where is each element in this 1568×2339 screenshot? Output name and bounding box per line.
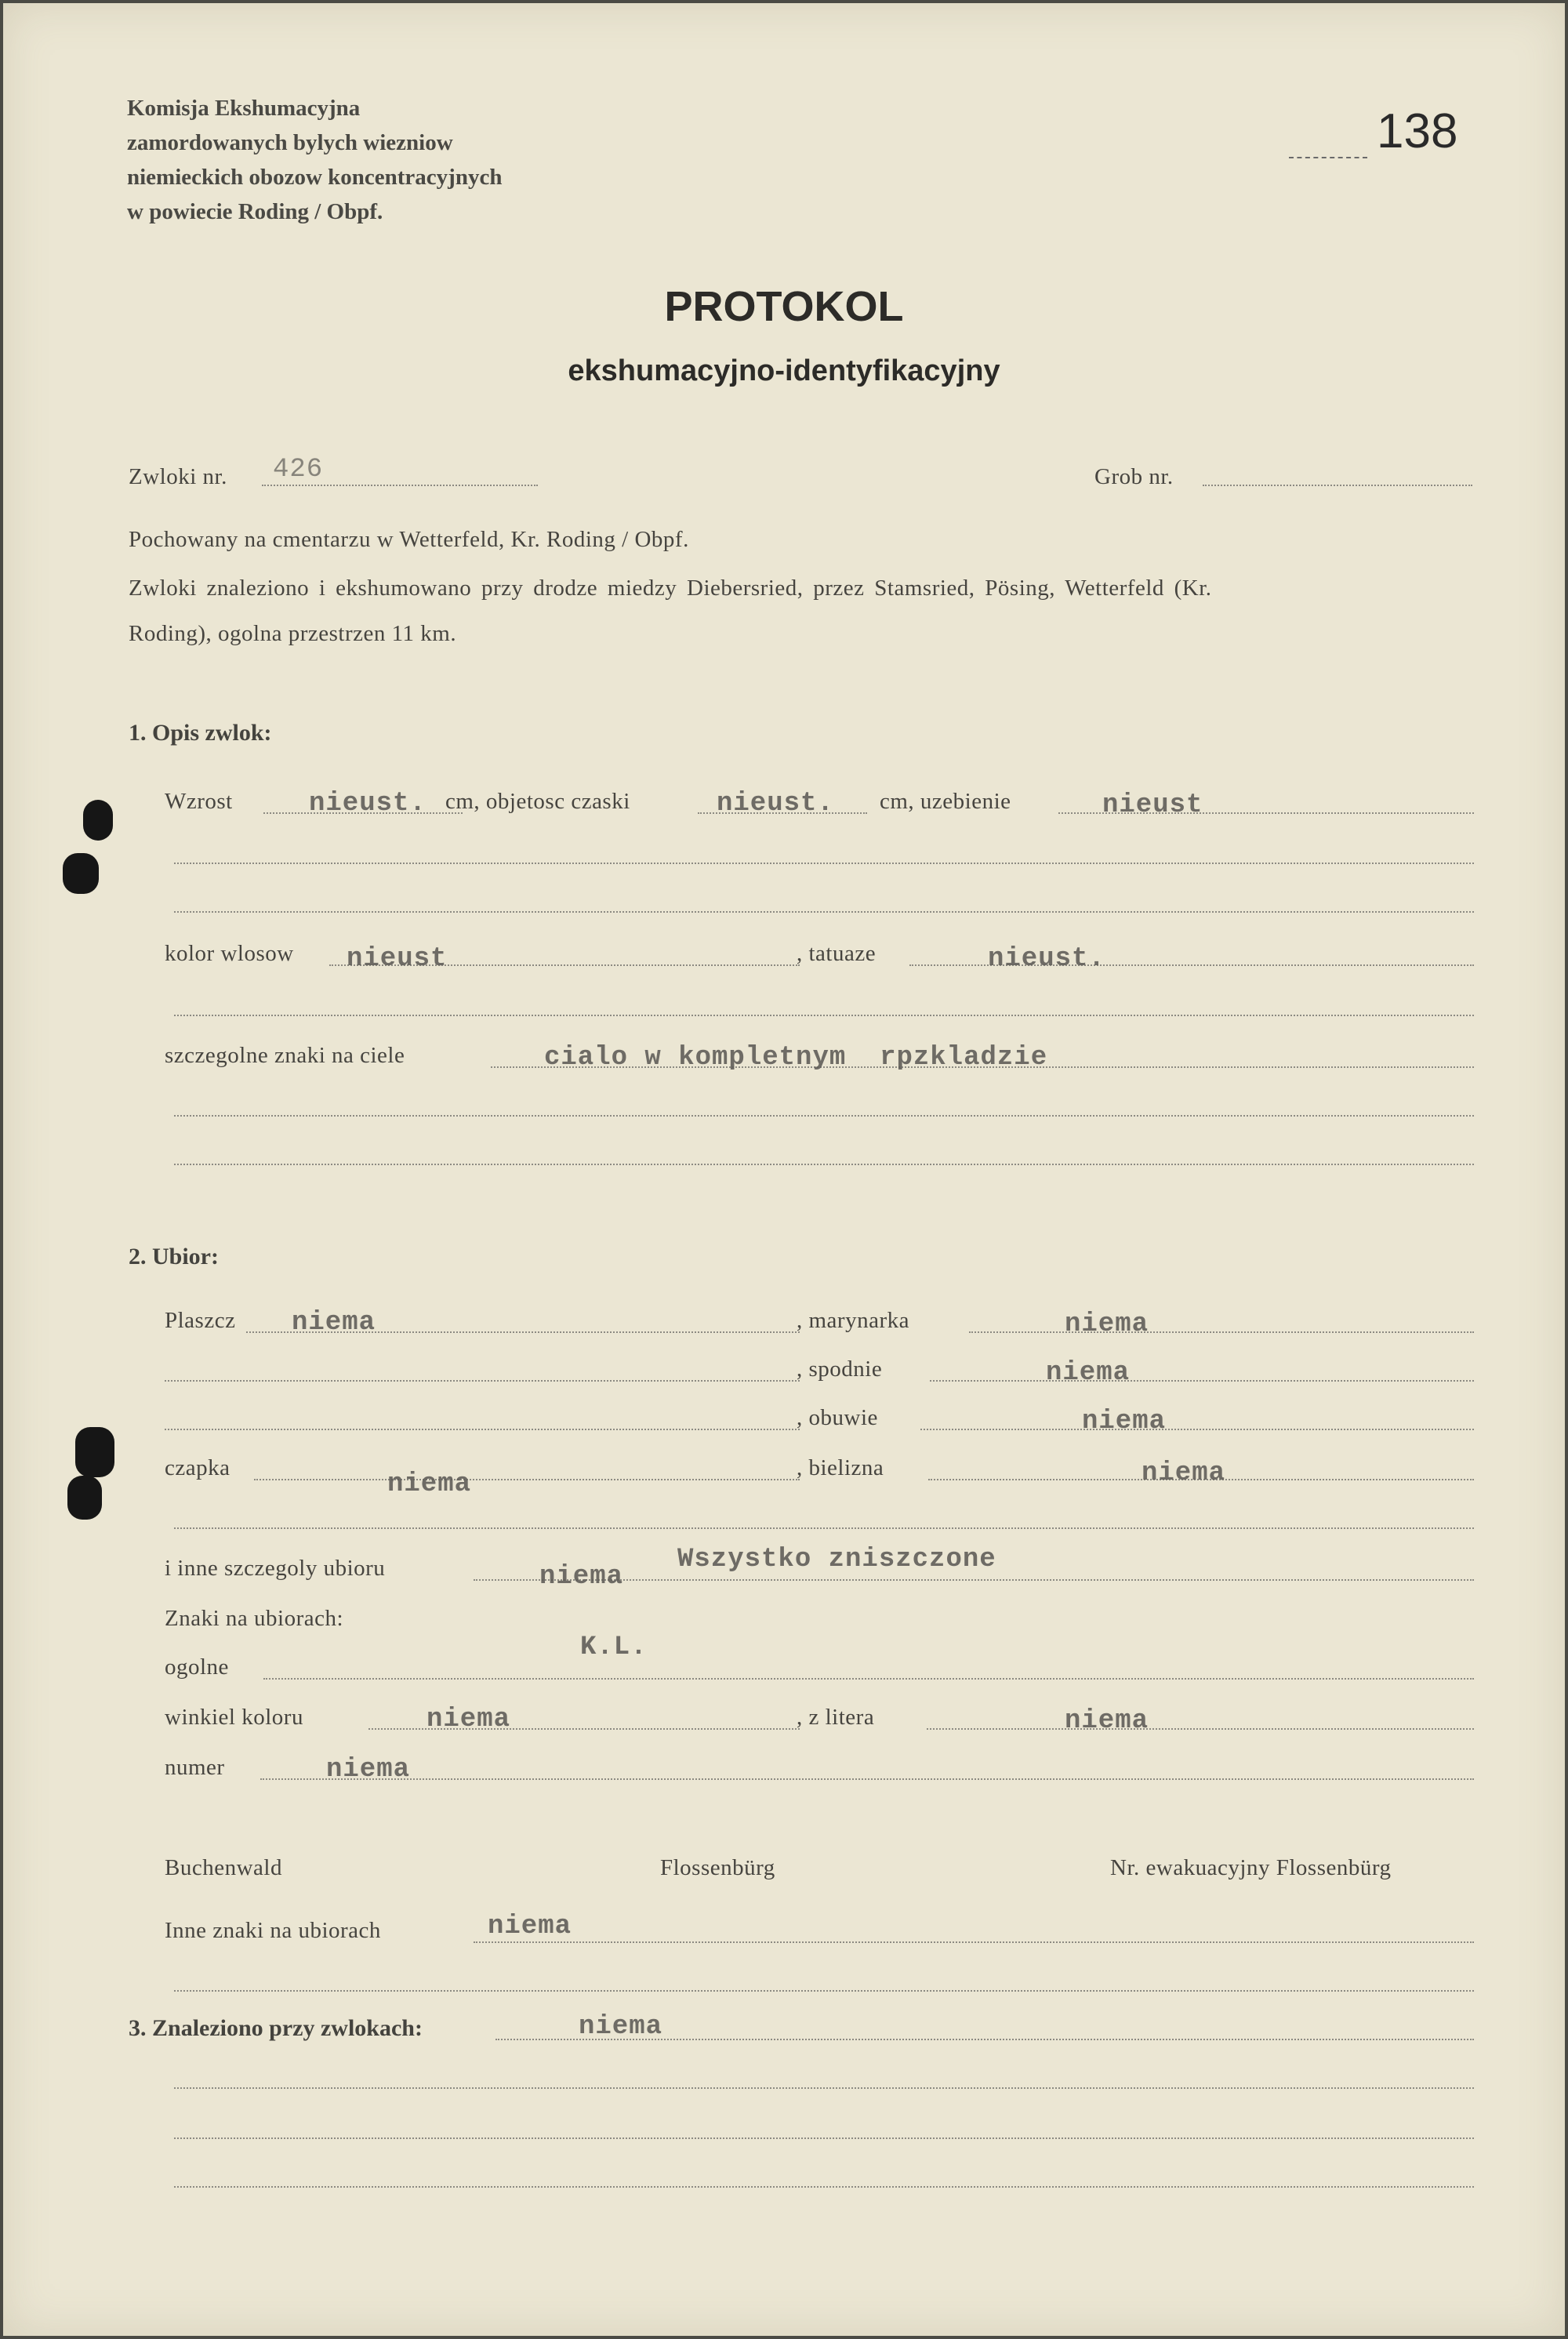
marynarka-label: , marynarka — [797, 1308, 909, 1333]
blank-line-3b — [174, 2137, 1474, 2139]
blank-line-1c — [174, 1015, 1474, 1016]
section-2-heading: 2. Ubior: — [129, 1244, 219, 1269]
section-3-heading: 3. Znaleziono przy zwlokach: — [129, 2015, 423, 2041]
section-3-value: niema — [579, 2012, 663, 2042]
header-line-2: zamordowanych bylych wiezniow — [127, 130, 453, 155]
numer-label: numer — [165, 1755, 225, 1780]
blank-line-1a — [174, 863, 1474, 864]
znaki-ciele-label: szczegolne znaki na ciele — [165, 1043, 405, 1068]
ogolne-line — [263, 1678, 1474, 1680]
inne-szczegoly-line — [474, 1579, 1474, 1581]
kolor-value: nieust — [347, 944, 448, 974]
wzrost-value: nieust. — [309, 789, 426, 819]
punch-hole-4 — [67, 1476, 102, 1520]
kolor-label: kolor wlosow — [165, 941, 294, 966]
blank-line-3a — [174, 2087, 1474, 2089]
litera-line — [927, 1728, 1474, 1730]
ewakuacyjny-label: Nr. ewakuacyjny Flossenbürg — [1110, 1855, 1392, 1880]
grob-label: Grob nr. — [1094, 464, 1174, 489]
flossenburg-label: Flossenbürg — [660, 1855, 775, 1880]
numer-value: niema — [326, 1755, 411, 1785]
page-subtitle: ekshumacyjno-identyfikacyjny — [568, 354, 1000, 387]
commission-header — [127, 91, 502, 229]
bielizna-label: , bielizna — [797, 1455, 884, 1480]
buchenwald-label: Buchenwald — [165, 1855, 282, 1880]
litera-label: , z litera — [797, 1705, 875, 1730]
obuwie-value: niema — [1082, 1407, 1167, 1436]
marynarka-line — [969, 1331, 1474, 1333]
inne-znaki-label: Inne znaki na ubiorach — [165, 1918, 381, 1943]
zwloki-line — [262, 485, 538, 486]
inne-znaki-line — [474, 1941, 1474, 1943]
obuwie-left-line — [165, 1429, 800, 1430]
blank-line-2b — [174, 1990, 1474, 1992]
znaki-ubiorach-label: Znaki na ubiorach: — [165, 1606, 344, 1631]
inne-szczegoly-label: i inne szczegoly ubioru — [165, 1556, 386, 1581]
blank-line-1d — [174, 1115, 1474, 1117]
spodnie-label: , spodnie — [797, 1357, 883, 1382]
zwloki-value: 426 — [273, 455, 324, 485]
winkiel-value: niema — [426, 1705, 511, 1734]
wzrost-label: Wzrost — [165, 789, 233, 814]
objetosc-value: nieust. — [717, 789, 834, 819]
zwloki-label: Zwloki nr. — [129, 464, 227, 489]
plaszcz-label: Plaszcz — [165, 1308, 236, 1333]
inne-szczegoly-value-1: niema — [539, 1562, 624, 1592]
intro-line-2: Zwloki znaleziono i ekshumowano przy drodze miedzy Diebersried, przez Stamsried, Pösing, Wetterfeld (Kr. — [129, 576, 1212, 601]
intro-line-3: Roding), ogolna przestrzen 11 km. — [129, 621, 457, 646]
kl-value: K.L. — [580, 1633, 648, 1662]
uzebienie-value: nieust — [1102, 790, 1203, 820]
pencil-marks — [1289, 157, 1367, 158]
numer-line — [260, 1778, 1474, 1780]
punch-hole-1 — [83, 800, 113, 841]
blank-line-1e — [174, 1164, 1474, 1165]
grob-line — [1203, 485, 1472, 486]
inne-znaki-value: niema — [488, 1912, 572, 1941]
winkiel-label: winkiel koloru — [165, 1705, 303, 1730]
intro-line-1: Pochowany na cmentarzu w Wetterfeld, Kr. Roding / Obpf. — [129, 527, 689, 552]
header-line-4: w powiecie Roding / Obpf. — [127, 199, 383, 224]
spodnie-value: niema — [1046, 1358, 1131, 1388]
header-line-3: niemieckich obozow koncentracyjnych — [127, 165, 503, 190]
blank-line-2a — [174, 1527, 1474, 1529]
znaki-ciele-value: cialo w kompletnym rpzkladzie — [544, 1043, 1048, 1073]
tatuaze-value: nieust. — [988, 944, 1105, 974]
cm-objetosc-label: cm, objetosc czaski — [445, 789, 630, 814]
cm-uzebienie-label: cm, uzebienie — [880, 789, 1011, 814]
ogolne-label: ogolne — [165, 1654, 229, 1680]
bielizna-value: niema — [1142, 1458, 1226, 1488]
plaszcz-value: niema — [292, 1308, 376, 1338]
document-sheet — [3, 3, 1565, 2336]
marynarka-value: niema — [1065, 1309, 1149, 1339]
obuwie-line — [920, 1429, 1474, 1430]
obuwie-label: , obuwie — [797, 1405, 878, 1430]
punch-hole-2 — [63, 853, 99, 894]
spodnie-left-line — [165, 1380, 800, 1382]
spodnie-line — [930, 1380, 1474, 1382]
inne-szczegoly-value-2: Wszystko zniszczone — [677, 1545, 996, 1574]
punch-hole-3 — [75, 1427, 114, 1477]
blank-line-3c — [174, 2186, 1474, 2188]
section-1-heading: 1. Opis zwlok: — [129, 720, 272, 746]
blank-line-1b — [174, 911, 1474, 913]
header-line-1: Komisja Ekshumacyjna — [127, 96, 361, 121]
czapka-label: czapka — [165, 1455, 230, 1480]
litera-value: niema — [1065, 1706, 1149, 1736]
czapka-line — [254, 1479, 800, 1480]
czapka-value: niema — [387, 1469, 472, 1499]
tatuaze-label: , tatuaze — [797, 941, 877, 966]
page-number: 138 — [1377, 104, 1458, 158]
page-title: PROTOKOL — [664, 283, 904, 330]
